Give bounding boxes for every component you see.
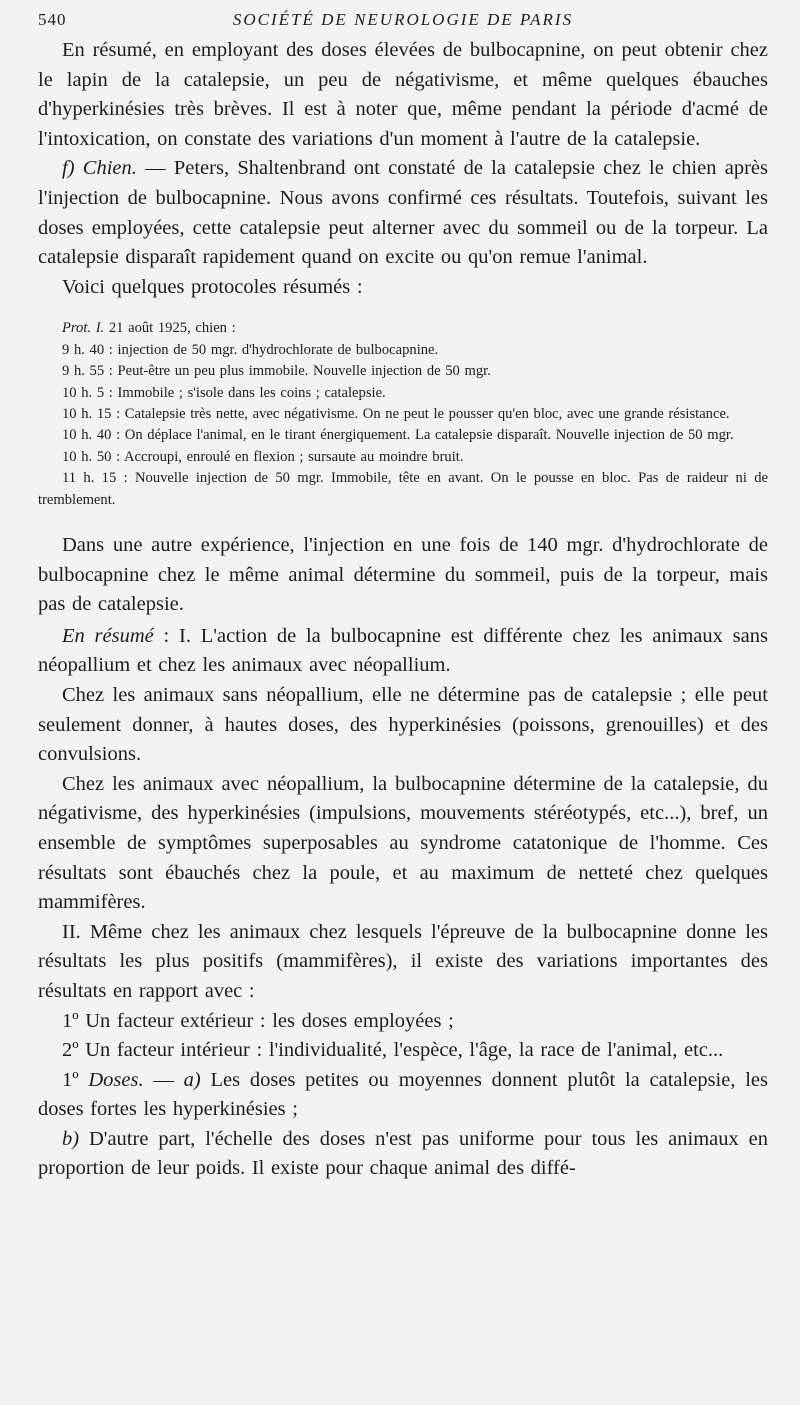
doses-prefix: 1º xyxy=(62,1068,89,1091)
resume-text: : I. L'action de la bulbocapnine est différente chez les animaux sans néopallium et chez les animaux avec néopallium. xyxy=(38,624,768,677)
paragraph-section-ii: II. Même chez les animaux chez lesquels l'épreuve de la bulbocapnine donne les résultats les plus positifs (mammifères), il existe des variations importantes des résultats en rapport avec : xyxy=(38,920,768,1002)
protocol-line: 10 h. 5 : Immobile ; s'isole dans les coins ; catalepsie. xyxy=(62,384,386,401)
b-sub: b) xyxy=(62,1127,80,1150)
protocol-line: 11 h. 15 : Nouvelle injection de 50 mgr. Immobile, tête en avant. On le pousse en bloc. Pas de raideur ni de tremblement. xyxy=(38,470,768,508)
protocol-heading xyxy=(38,318,768,339)
doses-label: Doses. xyxy=(88,1068,144,1091)
protocol-line: 10 h. 40 : On déplace l'animal, en le tirant énergiquement. La catalepsie disparaît. Nouvelle injection de 50 mgr. xyxy=(62,427,734,444)
b-text: D'autre part, l'échelle des doses n'est pas uniforme pour tous les animaux en proportion de leur poids. Il existe pour chaque animal des diffé- xyxy=(38,1127,768,1180)
running-title: SOCIÉTÉ DE NEUROLOGIE DE PARIS xyxy=(232,10,574,29)
page-number: 540 xyxy=(38,10,67,29)
protocol-line: 9 h. 55 : Peut-être un peu plus immobile. Nouvelle injection de 50 mgr. xyxy=(62,363,491,380)
list-item-facteur-interieur: 2º Un facteur intérieur : l'individualité, l'espèce, l'âge, la race de l'animal, etc... xyxy=(62,1039,724,1062)
paragraph-doses xyxy=(38,1066,768,1125)
section-label-chien: f) Chien. xyxy=(62,157,137,180)
protocol-line: 10 h. 50 : Accroupi, enroulé en flexion ; sursaute au moindre bruit. xyxy=(62,448,464,465)
protocol-heading-rest: 21 août 1925, chien : xyxy=(104,320,236,337)
protocol-line: 10 h. 15 : Catalepsie très nette, avec négativisme. On ne peut le pousser qu'en bloc, avec une grande résistance. xyxy=(62,405,730,422)
paragraph-chien xyxy=(38,154,768,272)
paragraph-sans-neopallium: Chez les animaux sans néopallium, elle ne détermine pas de catalepsie ; elle peut seulement donner, à hautes doses, des hyperkinésies (poissons, grenouilles) et des convulsions. xyxy=(38,683,768,766)
protocol-label: Prot. I. xyxy=(62,320,105,337)
running-header xyxy=(38,10,768,36)
body-text xyxy=(38,36,768,1184)
protocol-block xyxy=(38,318,768,511)
protocol-line: 9 h. 40 : injection de 50 mgr. d'hydrochlorate de bulbocapnine. xyxy=(62,341,439,358)
doses-dash: — xyxy=(143,1068,184,1091)
paragraph-b xyxy=(38,1125,768,1184)
paragraph-lapin-summary: En résumé, en employant des doses élevées de bulbocapnine, on peut obtenir chez le lapin de la catalepsie, un peu de négativisme, et même quelques ébauches d'hyperkinésies très brèves. Il est à noter que, même pendant la période d'acmé de l'intoxication, on constate des variations d'un moment à l'autre de la catalepsie. xyxy=(38,39,768,150)
chien-text: — Peters, Shaltenbrand ont constaté de la catalepsie chez le chien après l'injection de bulbocapnine. Nous avons confirmé ces résultats. Toutefois, suivant les doses employées, cette catalepsie peut alterner avec du sommeil ou de la torpeur. La catalepsie disparaît rapidement quand on excite ou qu'on remue l'animal. xyxy=(38,157,768,269)
paragraph-autre-experience: Dans une autre expérience, l'injection en une fois de 140 mgr. d'hydrochlorate de bulbocapnine chez le même animal détermine du sommeil, puis de la torpeur, mais pas de catalepsie. xyxy=(38,534,768,616)
paragraph-avec-neopallium: Chez les animaux avec néopallium, la bulbocapnine détermine de la catalepsie, du négativisme, des hyperkinésies (impulsions, mouvements stéréotypés, etc...), bref, un ensemble de symptômes superposables au syndrome catatonique de l'homme. Ces résultats sont ébauchés chez la poule, et au maximum de netteté chez quelques mammifères. xyxy=(38,772,768,914)
doses-text: Les doses petites ou moyennes donnent plutôt la catalepsie, les doses fortes les hyperkinésies ; xyxy=(38,1068,769,1121)
paragraph-resume xyxy=(38,622,768,681)
resume-label: En résumé xyxy=(62,624,154,647)
doses-sub-a: a) xyxy=(183,1068,201,1091)
list-item-facteur-exterieur: 1º Un facteur extérieur : les doses employées ; xyxy=(62,1009,454,1032)
paragraph-protocols-intro: Voici quelques protocoles résumés : xyxy=(62,275,363,298)
